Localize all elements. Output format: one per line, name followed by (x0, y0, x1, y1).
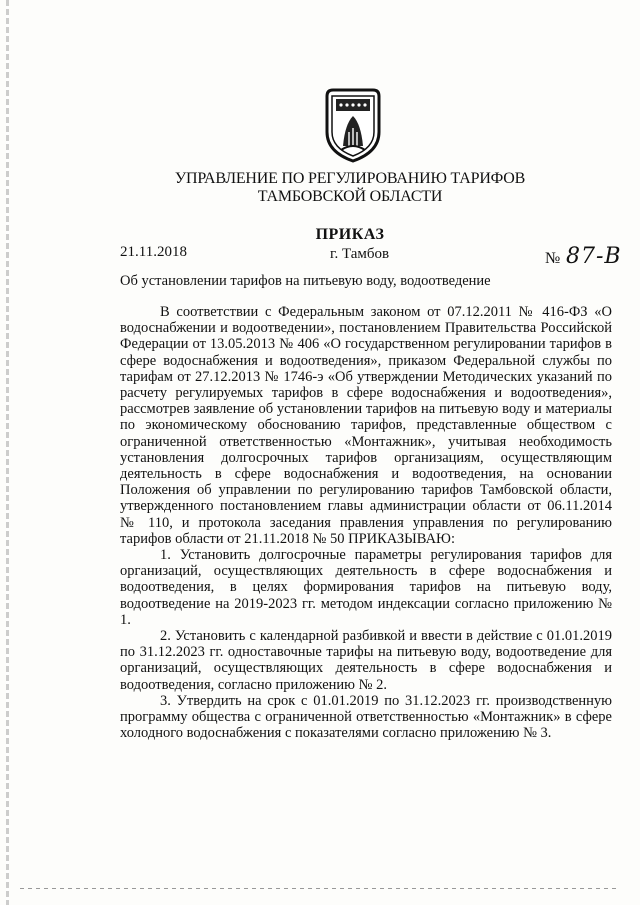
preamble-paragraph: В соответствии с Федеральным законом от 07.12.2011 № 416-ФЗ «О водоснабжении и водоотведении», постановлением Правительства Российской Федерации от 13.05.2013 № 406 «О государственном регулировании тарифов в сфере водоснабжения и водоотведения», приказом Федеральной службы по тарифам от 27.12.2013 № 1746-э «Об утверждении Методических указаний по расчету регулируемых тарифов в сфере водоснабжения и водоотведения», рассмотрев заявление об установлении тарифов на питьевую воду и материалы по экономическому обоснованию тарифов, представленные обществом с ограниченной ответственностью «Монтажник», учитывая необходимость установления долгосрочных тарифов организациям, осуществляющим деятельность в сфере водоснабжения и водоотведения, на основании Положения об управлении по регулированию тарифов Тамбовской области, утвержденного постановлением главы администрации области от 06.11.2014 № 110, и протокола заседания правления управления по регулированию тарифов области от 21.11.2018 № 50 ПРИКАЗЫВАЮ: (120, 304, 612, 547)
order-item-2: 2. Установить с календарной разбивкой и ввести в действие с 01.01.2019 по 31.12.2023 гг. одноставочные тарифы на питьевую воду, водоотведение для организаций, осуществляющих деятельность в сфере водоснабжения и водоотведения, согласно приложению № 2. (120, 628, 612, 693)
order-city: г. Тамбов (330, 246, 390, 262)
order-date: 21.11.2018 (120, 244, 187, 260)
order-item-1: 1. Установить долгосрочные параметры регулирования тарифов для организаций, осуществляющих деятельность в сфере водоснабжения и водоотведения, в целях формирования тарифов на питьевую воду, водоотведение на 2019-2023 гг. методом индексации согласно приложению № 1. (120, 547, 612, 628)
organization-name-line1: УПРАВЛЕНИЕ ПО РЕГУЛИРОВАНИЮ ТАРИФОВ (174, 170, 526, 187)
scan-edge (6, 0, 9, 905)
document-type: ПРИКАЗ (315, 226, 385, 243)
order-subject: Об установлении тарифов на питьевую воду, водоотведение (120, 273, 491, 289)
organization-name-line2: ТАМБОВСКОЙ ОБЛАСТИ (257, 188, 443, 205)
order-item-3: 3. Утвердить на срок с 01.01.2019 по 31.12.2023 гг. производственную программу общества с ограниченной ответственностью «Монтажник» в сфере холодного водоснабжения с показателями согласно приложению № 3. (120, 692, 612, 742)
order-body (120, 304, 612, 741)
order-number-handwritten: 87-В (566, 244, 622, 269)
order-number-sign: № (545, 250, 561, 267)
coat-of-arms-icon (323, 86, 383, 164)
scan-bottom-edge (20, 888, 620, 889)
